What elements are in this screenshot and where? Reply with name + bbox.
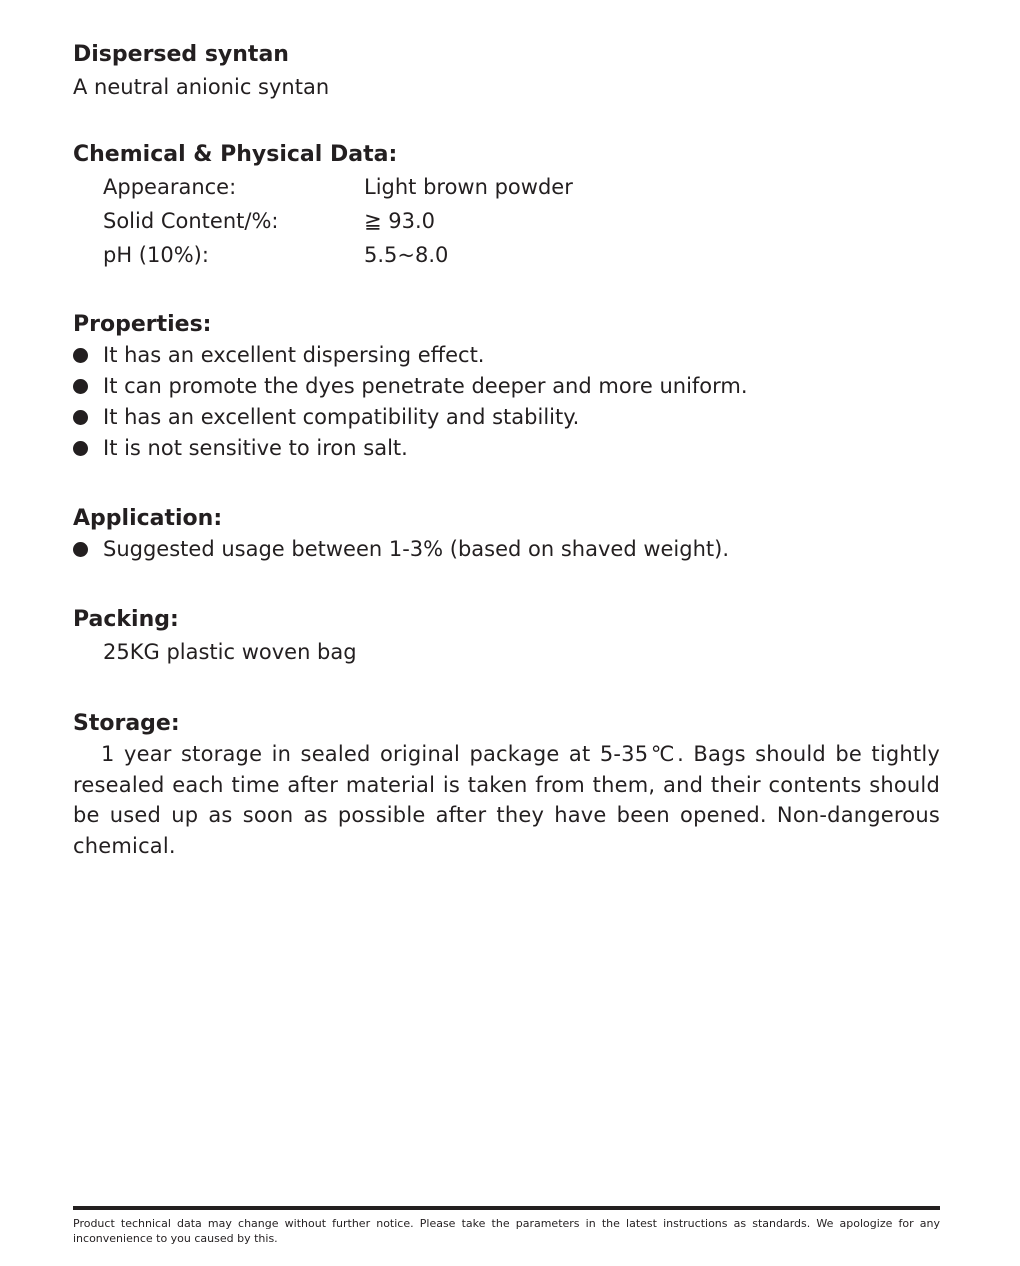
properties-heading: Properties:	[73, 312, 212, 337]
list-item	[73, 340, 940, 371]
bullet-icon	[73, 542, 88, 557]
list-item	[73, 534, 940, 565]
list-item	[73, 433, 940, 464]
list-item-text: It has an excellent compatibility and stability.	[103, 405, 580, 429]
spec-label: Solid Content/%:	[103, 209, 279, 233]
spec-value: ≧ 93.0	[364, 209, 436, 233]
spec-value: Light brown powder	[364, 175, 573, 199]
spec-row-solid-content	[103, 204, 940, 238]
footer-notice: Product technical data may change without further notice. Please take the parameters in the latest instructions as standards. We apologize for any inconvenience to you caused by this.	[73, 1217, 940, 1245]
product-name: Dispersed syntan	[73, 42, 289, 67]
footer-divider	[73, 1206, 940, 1210]
application-list	[73, 534, 940, 565]
list-item	[73, 402, 940, 433]
spec-label: Appearance:	[103, 175, 237, 199]
footer	[73, 1206, 940, 1246]
packing-heading: Packing:	[73, 607, 179, 632]
chemical-heading: Chemical & Physical Data:	[73, 142, 398, 167]
bullet-icon	[73, 379, 88, 394]
list-item-text: Suggested usage between 1-3% (based on shaved weight).	[103, 537, 730, 561]
properties-section	[73, 310, 940, 464]
product-subtitle: A neutral anionic syntan	[73, 75, 330, 99]
list-item-text: It can promote the dyes penetrate deeper and more uniform.	[103, 374, 748, 398]
list-item	[73, 371, 940, 402]
application-section	[73, 504, 940, 565]
packing-text: 25KG plastic woven bag	[103, 640, 357, 664]
list-item-text: It has an excellent dispersing effect.	[103, 343, 485, 367]
packing-section	[73, 605, 940, 669]
storage-heading: Storage:	[73, 711, 180, 736]
list-item-text: It is not sensitive to iron salt.	[103, 436, 408, 460]
spec-value: 5.5~8.0	[364, 243, 449, 267]
properties-list	[73, 340, 940, 464]
storage-section	[73, 709, 940, 861]
bullet-icon	[73, 348, 88, 363]
bullet-icon	[73, 441, 88, 456]
spec-row-ph	[103, 238, 940, 272]
chemical-section	[73, 140, 940, 272]
application-heading: Application:	[73, 506, 223, 531]
spec-label: pH (10%):	[103, 243, 209, 267]
storage-text: 1 year storage in sealed original package at 5-35℃. Bags should be tightly resealed each time after material is taken from them, and their contents should be used up as soon as possible after they have been opened. Non-dangerous chemical.	[73, 742, 940, 858]
document-body	[73, 40, 940, 861]
spec-table	[103, 170, 940, 272]
bullet-icon	[73, 410, 88, 425]
spec-row-appearance	[103, 170, 940, 204]
